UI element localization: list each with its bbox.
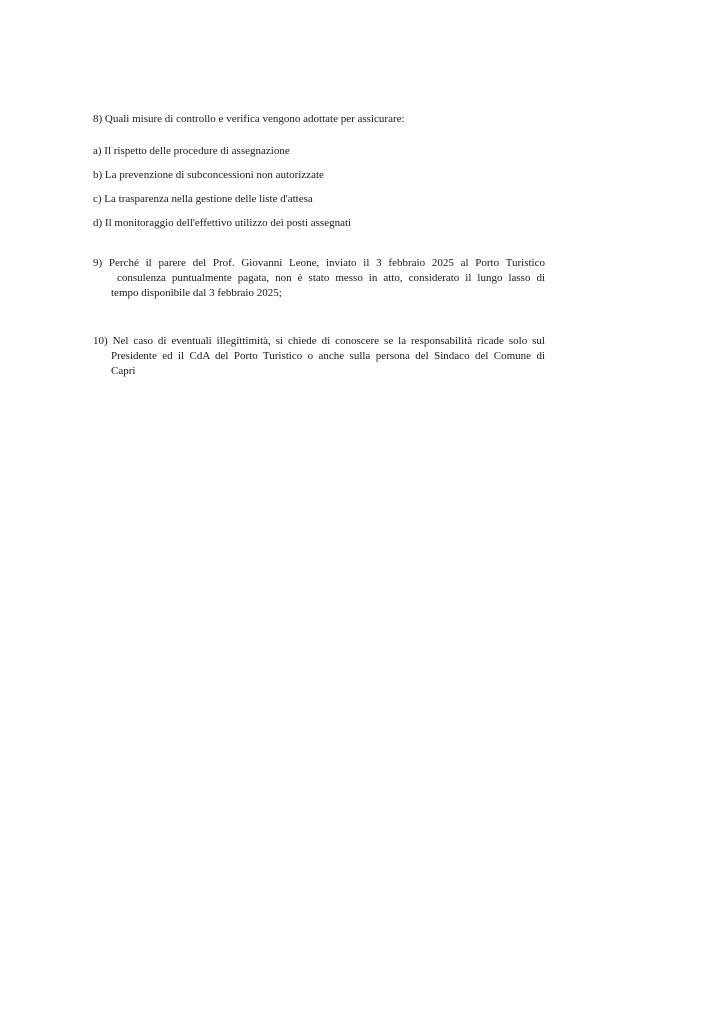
question-9-paragraph xyxy=(93,256,545,301)
question-10-line: Capri xyxy=(111,365,136,377)
question-8-title: 8) Quali misure di controllo e verifica vengono adottate per assicurare: xyxy=(93,113,405,125)
list-item: b) La prevenzione di subconcessioni non autorizzate xyxy=(93,169,324,181)
question-8-list xyxy=(93,144,351,240)
question-10-paragraph xyxy=(93,334,545,379)
question-9-line: tempo disponibile dal 3 febbraio 2025; xyxy=(111,287,282,299)
list-item: a) Il rispetto delle procedure di assegnazione xyxy=(93,145,290,157)
list-item: d) Il monitoraggio dell'effettivo utilizzo dei posti assegnati xyxy=(93,217,352,229)
question-10-line: 10) Nel caso di eventuali illegittimità, si chiede di conoscere se la responsabilità ricade solo sul xyxy=(93,335,545,347)
question-10-line: Presidente ed il CdA del Porto Turistico o anche sulla persona del Sindaco del Comune di xyxy=(111,350,545,362)
question-9-line: 9) Perché il parere del Prof. Giovanni Leone, inviato il 3 febbraio 2025 al Porto Turistico xyxy=(93,257,545,269)
list-item: c) La trasparenza nella gestione delle liste d'attesa xyxy=(93,193,313,205)
question-9-line: consulenza puntualmente pagata, non è stato messo in atto, considerato il lungo lasso di xyxy=(117,272,545,284)
